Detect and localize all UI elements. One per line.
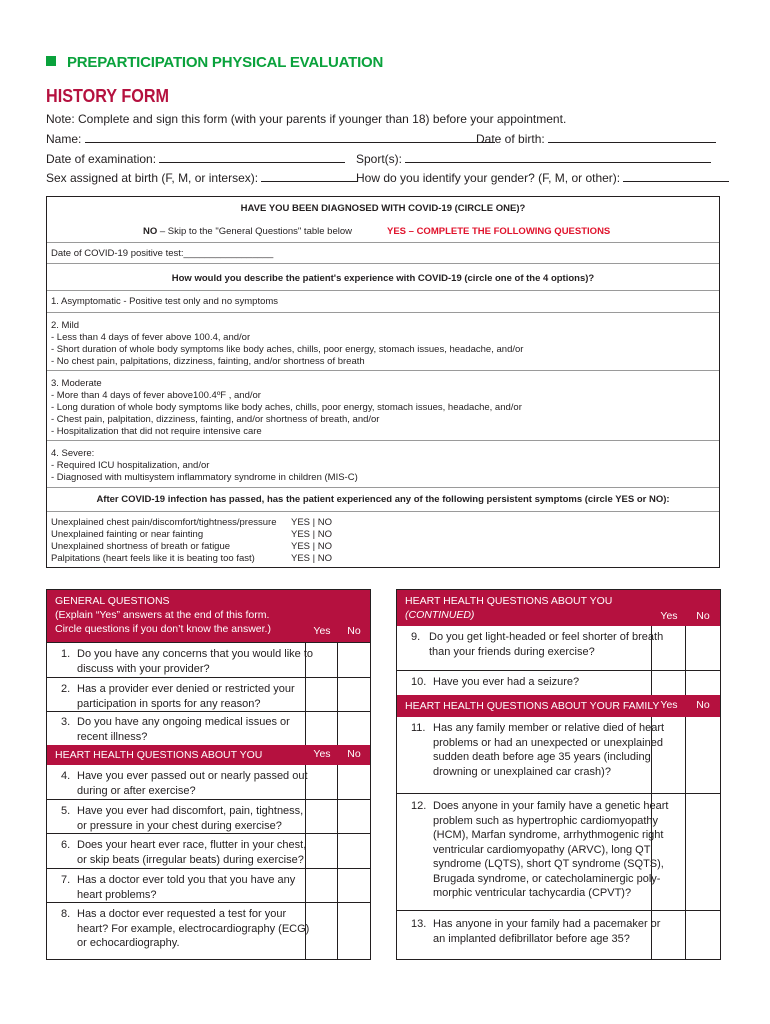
option-asymptomatic[interactable]: 1. Asymptomatic - Positive test only and no symptoms [51,296,279,307]
persistent-question: After COVID-19 infection has passed, has the patient experienced any of the following persistent symptoms (circle YES or NO): [96,494,670,505]
positive-test-date[interactable]: Date of COVID-19 positive test:_________________ [51,248,274,259]
question-row[interactable]: 8. Has a doctor ever requested a test for your heart? For example, electrocardiography (ECG) or echocardiography. [47,902,370,959]
question-row[interactable]: 5. Have you ever had discomfort, pain, tightness, or pressure in your chest during exercise? [47,799,370,833]
sex-input[interactable] [261,171,357,182]
question-row[interactable]: 3. Do you have any ongoing medical issues or recent illness? [47,711,370,745]
general-questions-table [46,589,371,960]
general-header: GENERAL QUESTIONS (Explain “Yes” answers at the end of this form. Circle questions if you don’t know the answer.) Yes No [47,590,370,642]
symptom-row[interactable]: Palpitations (heart feels like it is beating too fast) YES | NO [51,553,333,564]
question-row[interactable]: 6. Does your heart ever race, flutter in your chest, or skip beats (irregular beats) during exercise? [47,833,370,868]
covid-yes-option[interactable]: YES – COMPLETE THE FOLLOWING QUESTIONS [387,226,611,237]
covid-section [46,196,720,568]
divider [47,440,719,441]
option-severe[interactable]: 4. Severe: - Required ICU hospitalization, and/or - Diagnosed with multisystem inflammatory syndrome in children (MIS-C) [51,448,358,483]
covid-no-option[interactable]: NO – Skip to the "General Questions" table below [143,226,352,237]
form-title: HISTORY FORM [46,86,170,106]
dob-input[interactable] [548,132,716,143]
name-input[interactable] [85,132,495,143]
heart-header: HEART HEALTH QUESTIONS ABOUT YOU Yes No [47,745,370,765]
question-row[interactable]: 1. Do you have any concerns that you would like to discuss with your provider? [47,642,370,677]
symptom-list [51,517,332,565]
symptom-row[interactable]: Unexplained chest pain/discomfort/tightness/pressure YES | NO [51,517,333,528]
symptom-row[interactable]: Unexplained shortness of breath or fatigue YES | NO [51,541,333,552]
no-column-header: No [347,625,361,637]
option-mild[interactable]: 2. Mild - Less than 4 days of fever above 100.4, and/or - Short duration of whole body symptoms like body aches, chills, poor energy, stomach issues, headache, and/or - No chest pain, palpitations, dizziness, fainting, and/or shortness of breath [51,320,524,367]
sports-field[interactable]: Sport(s): [356,152,711,166]
exam-date-input[interactable] [159,152,345,163]
dob-field[interactable]: Date of birth: [476,132,716,146]
question-row[interactable]: 7. Has a doctor ever told you that you have any heart problems? [47,868,370,902]
gender-input[interactable] [623,171,729,182]
gender-field[interactable]: How do you identify your gender? (F, M, or other): [356,171,729,185]
question-row[interactable]: 11. Has any family member or relative died of heart problems or had an unexpected or unexplained sudden death before age 35 years (including drowning or unexplained car crash)? [411,722,665,778]
covid-question: HAVE YOU BEEN DIAGNOSED WITH COVID-19 (CIRCLE ONE)? [240,203,526,214]
divider [47,511,719,512]
green-square-icon [46,56,56,66]
experience-question: How would you describe the patient's experience with COVID-19 (circle one of the 4 options)? [171,273,595,284]
family-header: HEART HEALTH QUESTIONS ABOUT YOUR FAMILY Yes No [397,695,720,717]
divider [47,290,719,291]
symptom-row[interactable]: Unexplained fainting or near fainting YES | NO [51,529,333,540]
yes-column-header: Yes [313,625,331,637]
heart-continued-table [396,589,721,960]
divider [47,312,719,313]
divider [47,263,719,264]
question-row[interactable]: 2. Has a provider ever denied or restricted your participation in sports for any reason? [47,677,370,711]
question-row[interactable]: 13. Has anyone in your family had a pacemaker or an implanted defibrillator before age 35? [397,910,720,959]
option-moderate[interactable]: 3. Moderate - More than 4 days of fever above100.4ºF , and/or - Long duration of whole body symptoms like body aches, chills, poor energy, stomach issues, headache, and/or - Chest pain, palpitation, dizziness, fainting, and/or shortness of breath, and/or - Hospitalization that did not require intensive care [51,378,522,437]
form-note: Note: Complete and sign this form (with your parents if younger than 18) before your appointment. [46,112,567,126]
divider [47,242,719,243]
sex-field[interactable]: Sex assigned at birth (F, M, or intersex): [46,171,357,185]
question-row[interactable]: 9. Do you get light-headed or feel shorter of breath than your friends during exercise? [411,631,664,658]
section-header: PREPARTICIPATION PHYSICAL EVALUATION [46,54,383,71]
exam-date-field[interactable]: Date of examination: [46,152,345,166]
sports-input[interactable] [405,152,711,163]
question-row[interactable]: 4. Have you ever passed out or nearly passed out during or after exercise? [61,770,308,797]
question-row[interactable]: 10. Have you ever had a seizure? [397,670,720,695]
divider [47,370,719,371]
divider [47,487,719,488]
question-row[interactable]: 12. Does anyone in your family have a genetic heart problem such as hypertrophic cardiomyopathy (HCM), Marfan syndrome, arrhythmogenic right ventricular cardiomyopathy (ARVC), long QT syndrome (LQTS), short QT syndrome (SQTS), Brugada syndrome, or catecholaminergic poly- morphic ventricular tachycardia (CPVT)? [397,793,720,910]
name-field[interactable]: Name: [46,132,495,146]
heart-continued-header: HEART HEALTH QUESTIONS ABOUT YOU (CONTINUED) Yes No [397,590,720,626]
